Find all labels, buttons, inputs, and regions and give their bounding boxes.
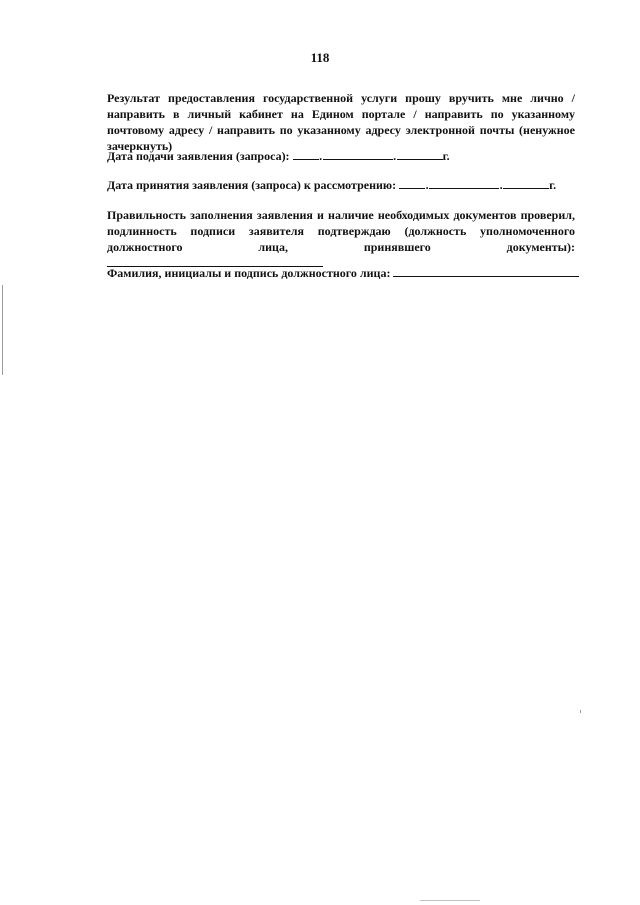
- page-number: 118: [310, 50, 330, 65]
- scan-edge-mark-left: [2, 285, 3, 375]
- result-delivery-paragraph: [107, 90, 575, 154]
- official-signature-label: Фамилия, инициалы и подпись должностного лица:: [107, 266, 391, 280]
- acceptance-month-blank[interactable]: [429, 177, 499, 189]
- result-delivery-text: Результат предоставления государственной услуги прошу вручить мне лично / направить в личный кабинет на Едином портале / направить по указанному почтовому адресу / направить по указанному адресу электронной почты (ненужное зачеркнуть): [107, 91, 575, 153]
- verification-text: Правильность заполнения заявления и наличие необходимых документов проверил, подлинность подписи заявителя подтверждаю (должность уполномоченного должностного лица, принявшего документы):: [107, 208, 575, 254]
- acceptance-date-separator-2: .: [499, 178, 503, 192]
- acceptance-year-blank[interactable]: [503, 177, 549, 189]
- submission-date-separator-1: .: [319, 149, 323, 163]
- submission-day-blank[interactable]: [293, 148, 319, 160]
- acceptance-date-row: [107, 177, 575, 193]
- scan-edge-mark-right: [580, 710, 581, 713]
- acceptance-date-separator-1: .: [425, 178, 429, 192]
- verification-paragraph: [107, 207, 575, 271]
- acceptance-date-label: Дата принятия заявления (запроса) к рассмотрению:: [107, 178, 397, 192]
- submission-year-suffix: г.: [442, 149, 450, 163]
- scan-edge-mark-bottom: [420, 900, 480, 901]
- submission-date-label: Дата подачи заявления (запроса):: [107, 149, 290, 163]
- official-signature-row: [107, 265, 575, 281]
- submission-date-separator-2: .: [393, 149, 397, 163]
- submission-year-blank[interactable]: [397, 148, 443, 160]
- submission-date-row: [107, 148, 575, 164]
- submission-month-blank[interactable]: [323, 148, 393, 160]
- official-signature-blank[interactable]: [393, 265, 579, 277]
- acceptance-year-suffix: г.: [549, 178, 557, 192]
- acceptance-day-blank[interactable]: [399, 177, 425, 189]
